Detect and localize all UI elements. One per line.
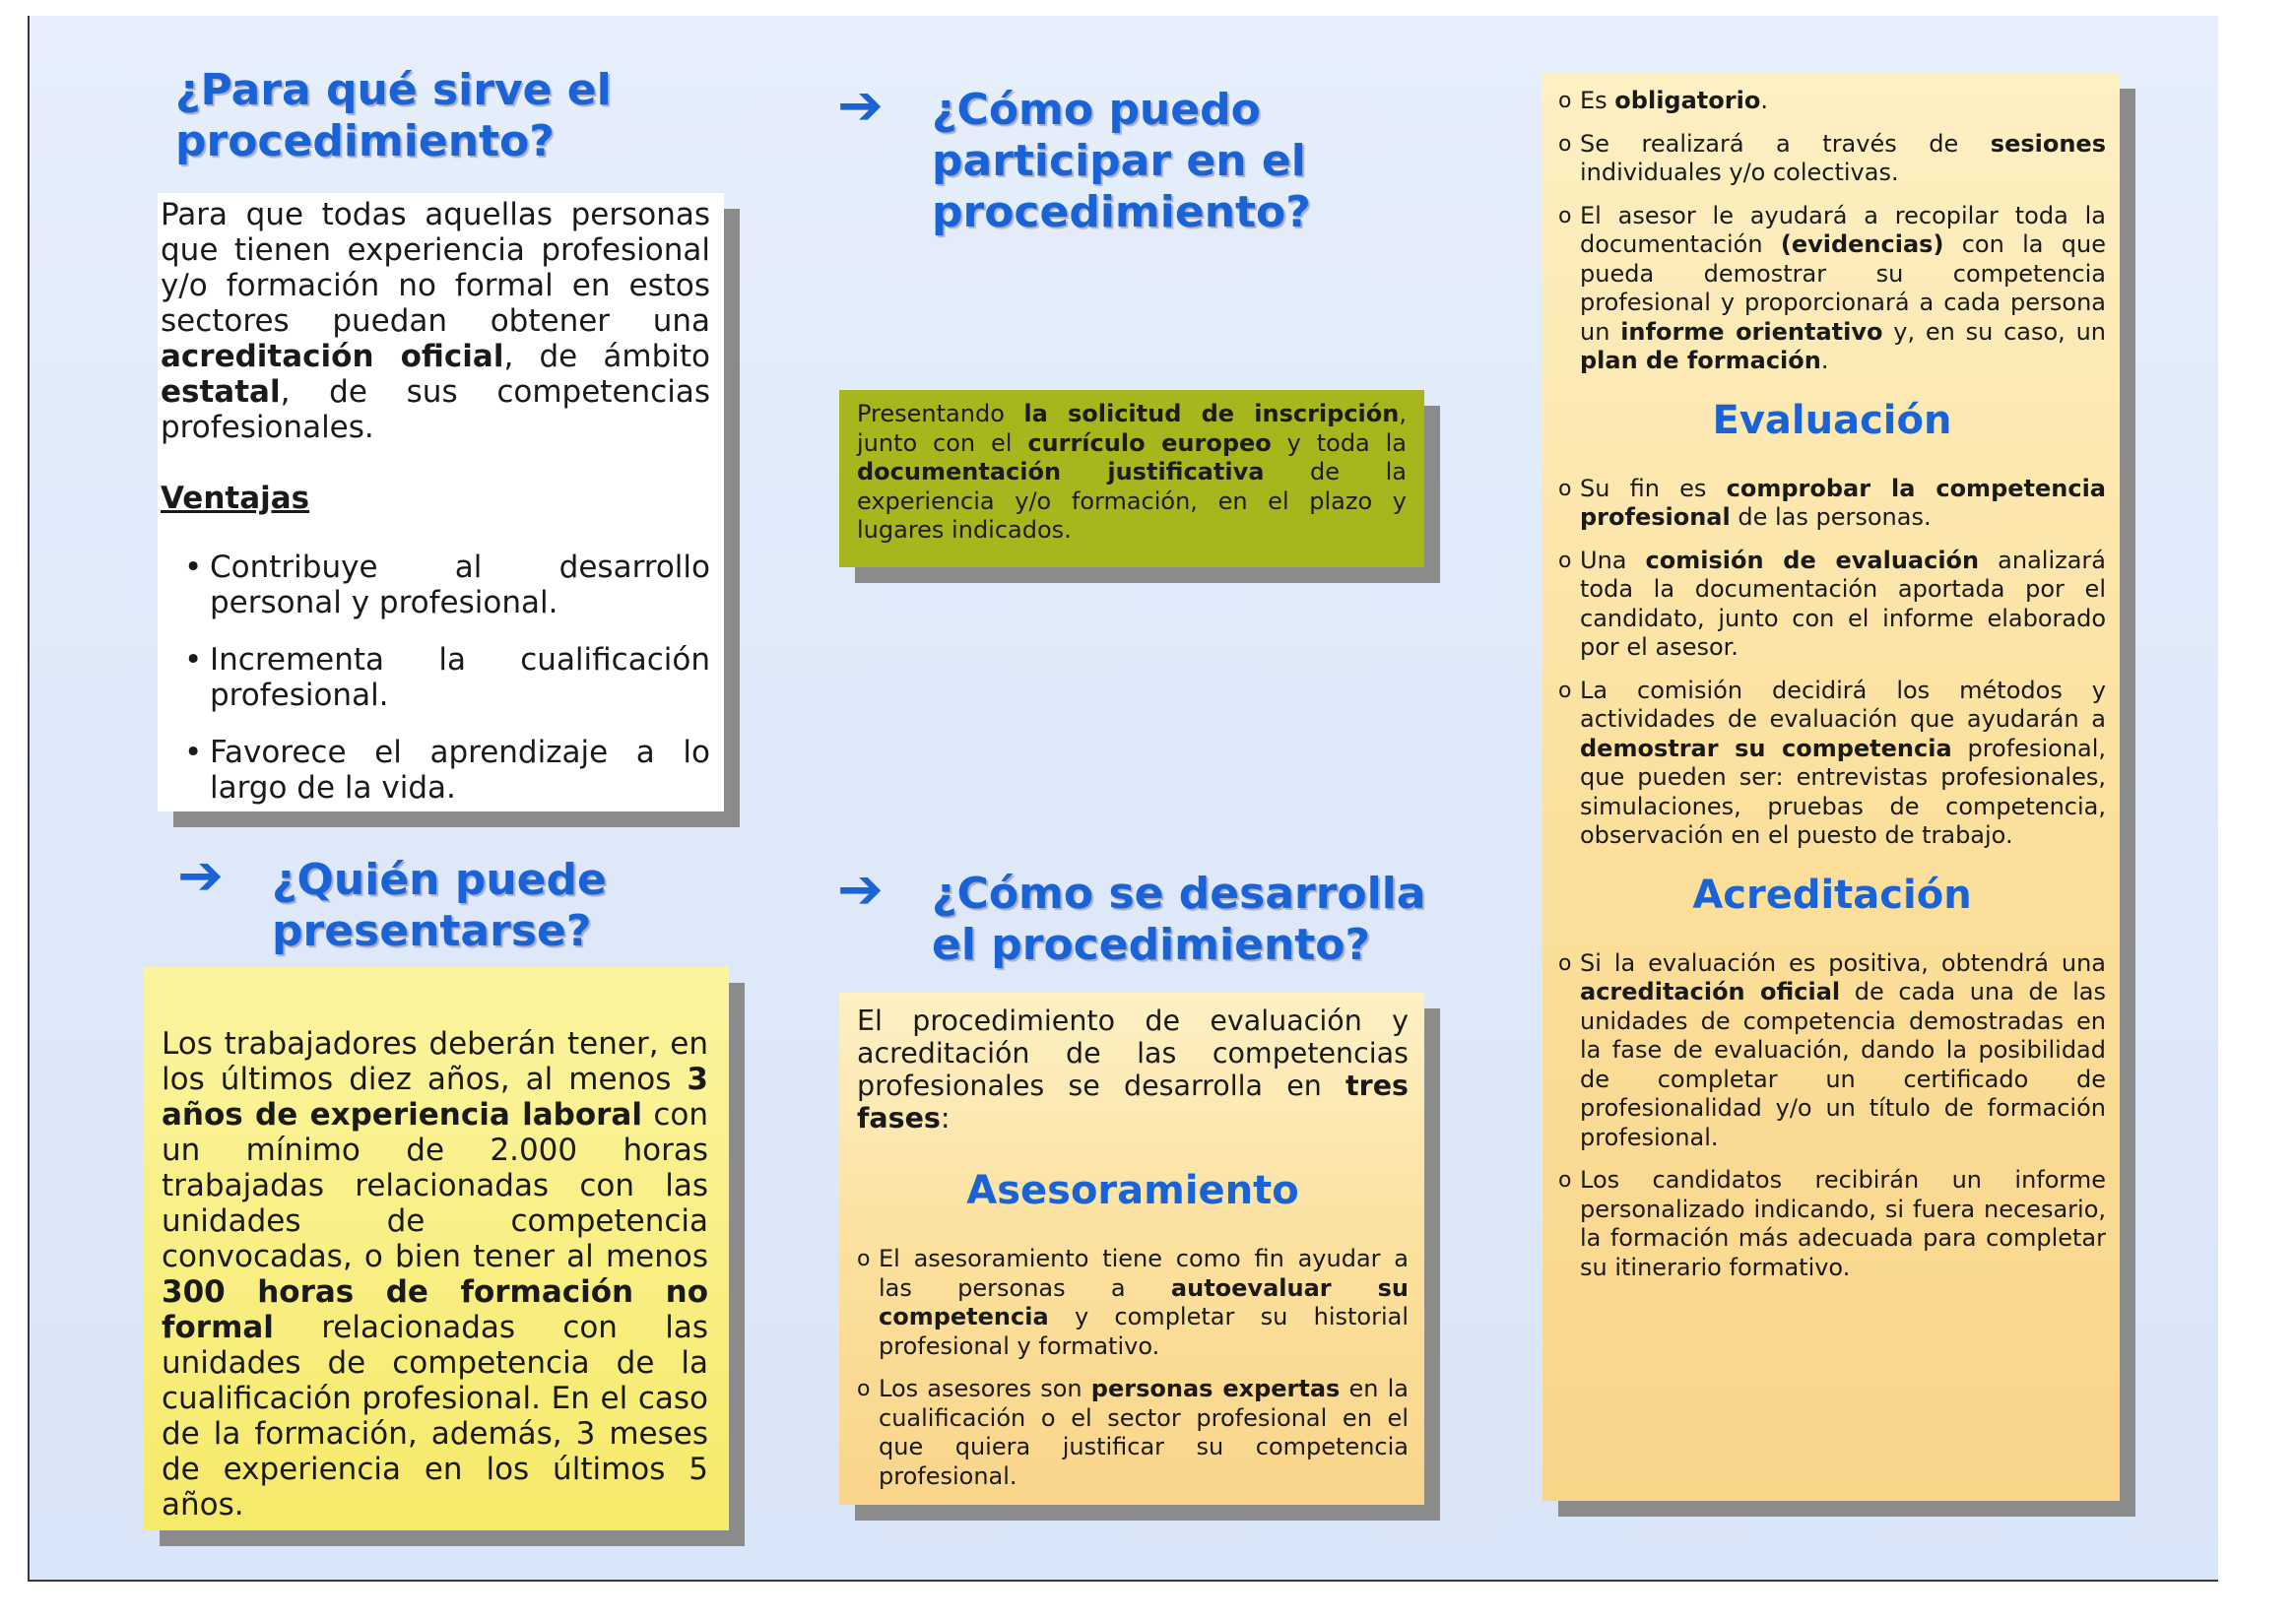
- como-participar-text: Presentando la solicitud de inscripción, junto con el currículo europeo y toda la documentación justificativa de la experiencia y/o formación, en el plazo y lugares indicados.: [857, 400, 1407, 544]
- title-line: participar en el: [932, 135, 1306, 186]
- fases-box: [1542, 73, 2120, 1501]
- title-line: ¿Cómo puedo: [932, 85, 1261, 135]
- title-line: ¿Para qué sirve el: [175, 65, 612, 115]
- fases-content: [1558, 87, 2106, 1296]
- list-item: o La comisión decidirá los métodos y actividades de evaluación que ayudarán a demostrar su competencia profesional, que pueden ser: entrevistas profesionales, simulaciones, pruebas de competencia, observación en el puesto de trabajo.: [1558, 677, 2106, 851]
- como-participar-content: [857, 400, 1407, 546]
- section-title-como-desarrolla: [932, 869, 1426, 971]
- list-item: o El asesoramiento tiene como fin ayudar a las personas a autoevaluar su competencia y completar su historial profesional y formativo.: [857, 1245, 1409, 1361]
- para-que-text: Para que todas aquellas personas que tienen experiencia profesional y/o formación no formal en estos sectores puedan obtener una acreditación oficial, de ámbito estatal, de sus competencias profesionales.: [161, 197, 710, 445]
- list-item: o Es obligatorio.: [1558, 87, 2106, 116]
- list-item: • Contribuye al desarrollo personal y profesional.: [161, 550, 710, 620]
- title-line: el procedimiento?: [932, 919, 1371, 970]
- para-que-content: [161, 197, 710, 827]
- list-item: o El asesor le ayudará a recopilar toda la documentación (evidencias) con la que pueda demostrar su competencia profesional y proporcionará a cada persona un informe orientativo y, en su caso, un plan de formación.: [1558, 202, 2106, 376]
- title-line: procedimiento?: [932, 186, 1311, 237]
- como-participar-box: [839, 390, 1424, 567]
- title-line: ¿Cómo se desarrolla: [932, 869, 1426, 919]
- como-desarrolla-intro: El procedimiento de evaluación y acreditación de las competencias profesionales se desarrolla en tres fases:: [857, 1005, 1409, 1135]
- ventajas-list: [161, 550, 710, 806]
- arrow-icon: ➔: [837, 858, 884, 922]
- title-line: ¿Quién puede: [272, 855, 607, 905]
- evaluacion-list: [1558, 475, 2106, 851]
- como-desarrolla-box: [839, 993, 1424, 1505]
- list-item: • Incrementa la cualificación profesional.: [161, 642, 710, 713]
- title-line: presentarse?: [272, 905, 592, 956]
- list-item: o Su fin es comprobar la competencia profesional de las personas.: [1558, 475, 2106, 533]
- section-title-para-que: [175, 65, 612, 167]
- section-title-quien: [272, 855, 607, 957]
- title-line: procedimiento?: [175, 115, 555, 166]
- list-item: o Se realizará a través de sesiones individuales y/o colectivas.: [1558, 130, 2106, 188]
- asesoramiento-heading: Asesoramiento: [966, 1168, 1299, 1213]
- quien-box: [144, 967, 729, 1530]
- asesoramiento-details-list: [1558, 87, 2106, 376]
- asesoramiento-list: [857, 1245, 1409, 1491]
- list-item: o Los candidatos recibirán un informe personalizado indicando, si fuera necesario, la formación más adecuada para completar su itinerario formativo.: [1558, 1166, 2106, 1282]
- evaluacion-heading: Evaluación: [1712, 397, 1952, 443]
- list-item: o Una comisión de evaluación analizará toda la documentación aportada por el candidato, junto con el informe elaborado por el asesor.: [1558, 547, 2106, 663]
- list-item: o Si la evaluación es positiva, obtendrá una acreditación oficial de cada una de las unidades de competencia demostradas en la fase de evaluación, dando la posibilidad de completar un certificado de profesionalidad y/o un título de formación profesional.: [1558, 949, 2106, 1153]
- quien-text: Los trabajadores deberán tener, en los últimos diez años, al menos 3 años de experiencia laboral con un mínimo de 2.000 horas trabajadas relacionadas con las unidades de competencia convocadas, o bien tener al menos 300 horas de formación no formal relacionadas con las unidades de competencia de la cualificación profesional. En el caso de la formación, además, 3 meses de experiencia en los últimos 5 años.: [162, 1026, 708, 1523]
- acreditacion-list: [1558, 949, 2106, 1283]
- list-item: • Favorece el aprendizaje a lo largo de la vida.: [161, 735, 710, 806]
- como-desarrolla-content: [857, 1005, 1409, 1505]
- list-item: o Los asesores son personas expertas en la cualificación o el sector profesional en el que quiera justificar su competencia profesional.: [857, 1375, 1409, 1491]
- ventajas-heading: Ventajas: [161, 481, 310, 516]
- arrow-icon: ➔: [837, 74, 884, 138]
- para-que-box: [158, 193, 724, 811]
- section-title-como-participar: [932, 85, 1311, 238]
- arrow-icon: ➔: [177, 844, 224, 908]
- acreditacion-heading: Acreditación: [1692, 872, 1972, 918]
- quien-content: [162, 1026, 708, 1523]
